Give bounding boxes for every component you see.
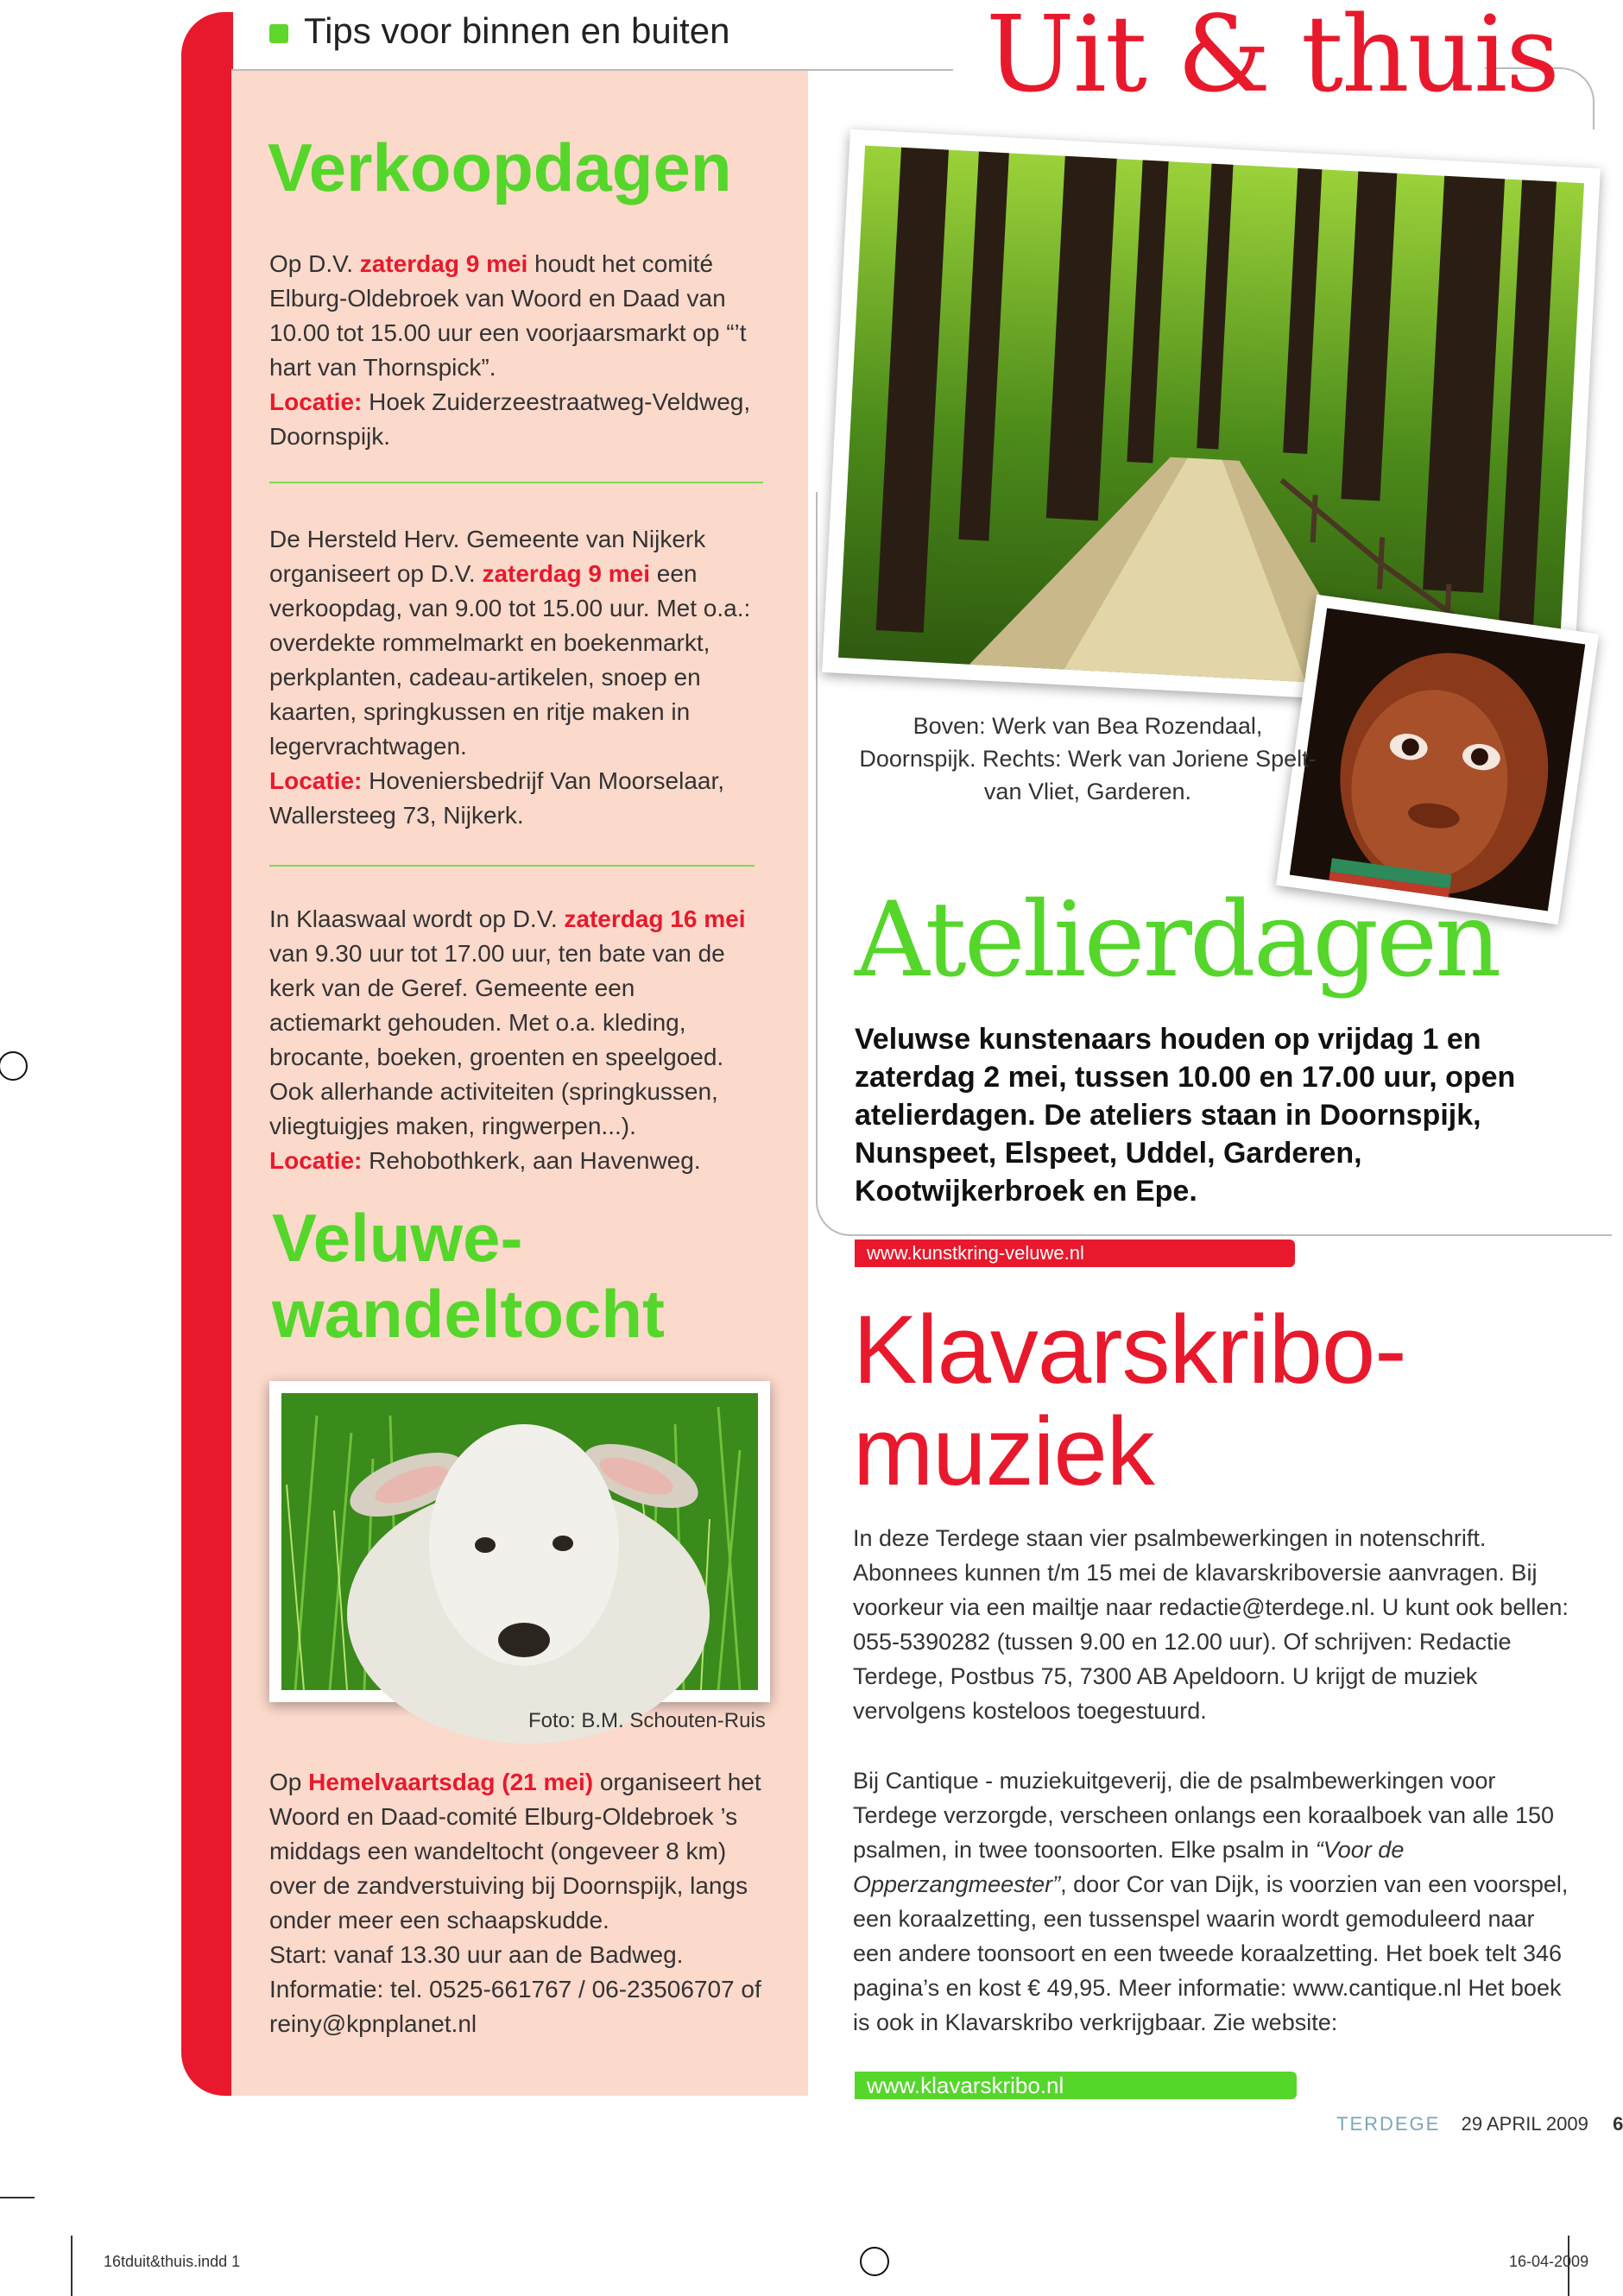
verkoop-item-3: In Klaaswaal wordt op D.V. zaterdag 16 mei van 9.30 uur tot 17.00 uur, ten bate van de kerk van de Geref. Gemeente een actiemarkt gehouden. Met o.a. kleding, brocante, boeken, groenten en speelgoed. Ook allerhande activiteiten (springkussen, vliegtuigjes maken, ringwerpen...). Locatie: Rehobothkerk, aan Havenweg. (269, 905, 746, 1174)
magazine-title: Uit & thuis (986, 0, 1558, 116)
page-footer (1336, 2113, 1623, 2135)
registration-mark-icon (0, 1051, 28, 1081)
footer-brand: TERDEGE (1336, 2113, 1441, 2135)
separator (269, 482, 763, 483)
wandeltocht-title: Veluwe- wandeltocht (272, 1200, 666, 1352)
verkoop-item-1: Op D.V. zaterdag 9 mei houdt het comité Elburg-Oldebroek van Woord en Daad van 10.00 tot 15.00 uur een voorjaarsmarkt op “’t hart van Thornspick”. Locatie: Hoek Zuiderzeestraatweg-Veldweg, Doornspijk. (269, 250, 751, 450)
section-label: Tips voor binnen en buiten (304, 10, 730, 51)
klavarskribo-title: Klavarskribo- muziek (853, 1296, 1406, 1505)
child-portrait (1276, 595, 1599, 925)
header-rule (231, 69, 953, 71)
wandeltocht-text: Op Hemelvaartsdag (21 mei) organiseert het Woord en Daad-comité Elburg-Oldebroek ’s middags een wandeltocht (ongeveer 8 km) over de zandverstuiving bij Doornspijk, langs onder meer een schaapskudde. Start: vanaf 13.30 uur aan de Badweg. Informatie: tel. 0525-661767 / 06-23506707 of reiny@kpnplanet.nl (269, 1769, 761, 2037)
separator (269, 865, 755, 867)
lamb-illustration (269, 1381, 770, 1702)
photo-caption: Boven: Werk van Bea Rozendaal, Doornspijk. Rechts: Werk van Joriene Spelt-van Vliet, Garderen. (859, 713, 1317, 804)
verkoop-item-2: De Hersteld Herv. Gemeente van Nijkerk organiseert op D.V. zaterdag 9 mei een verkoopdag, van 9.00 tot 15.00 uur. Met o.a.: overdekte rommelmarkt en boekenmarkt, perkplanten, cadeau-artikelen, snoep en kaarten, springkussen en ritje maken in legervrachtwagen. Locatie: Hoveniersbedrijf Van Moorselaar, Wallersteeg 73, Nijkerk. (269, 526, 751, 829)
crop-mark (71, 2236, 73, 2296)
red-spine (181, 12, 233, 2096)
photo-credit: Foto: B.M. Schouten-Ruis (528, 1709, 766, 1732)
klavarskribo-link[interactable]: www.klavarskribo.nl (855, 2072, 1297, 2099)
verkoopdagen-title: Verkoopdagen (268, 129, 732, 205)
frame-gap (816, 457, 818, 492)
crop-mark (0, 2197, 35, 2198)
klavarskribo-paragraph-1: In deze Terdege staan vier psalmbewerkingen in notenschrift. Abonnees kunnen t/m 15 mei de klavarskriboversie aanvragen. Bij voorkeur via een mailtje naar redactie@terdege.nl. U kunt ook bellen: 055-5390282 (tussen 9.00 en 12.00 uur). Of schrijven: Redactie Terdege, Postbus 75, 7300 AB Apeldoorn. U krijgt de muziek vervolgens kosteloos toegestuurd. (853, 1525, 1569, 1724)
atelierdagen-title: Atelierdagen (855, 880, 1500, 1000)
lamb-photo (269, 1381, 770, 1702)
footer-date: 29 APRIL 2009 (1461, 2113, 1588, 2135)
portrait-illustration (1276, 595, 1599, 925)
date-stamp: 16-04-2009 (1509, 2253, 1589, 2270)
registration-mark-icon (860, 2247, 889, 2276)
klavarskribo-paragraph-2: Bij Cantique - muziekuitgeverij, die de psalmbewerkingen voor Terdege verzorgde, verscheen onlangs een koraalboek van alle 150 psalmen, in twee toonsoorten. Elke psalm in “Voor de Opperzangmeester”, door Cor van Dijk, is voorzien van een voorspel, een koraalzetting, een tussenspel waarin wordt gemoduleerd naar een andere toonsoort en een tweede koraalzetting. Het boek telt 346 pagina’s en kost € 49,95. Meer informatie: www.cantique.nl Het boek is ook in Klavarskribo verkrijgbaar. Zie website: (853, 1768, 1569, 2035)
kunstkring-link[interactable]: www.kunstkring-veluwe.nl (855, 1239, 1295, 1267)
file-slug: 16tduit&thuis.indd 1 (104, 2253, 241, 2270)
page-number: 6 (1613, 2113, 1623, 2135)
section-marker-icon (269, 24, 288, 43)
atelierdagen-intro: Veluwse kunstenaars houden op vrijdag 1 en zaterdag 2 mei, tussen 10.00 en 17.00 uur, open atelierdagen. De ateliers staan in Doornspijk, Nunspeet, Elspeet, Uddel, Garderen, Kootwijkerbroek en Epe. (855, 1023, 1516, 1208)
